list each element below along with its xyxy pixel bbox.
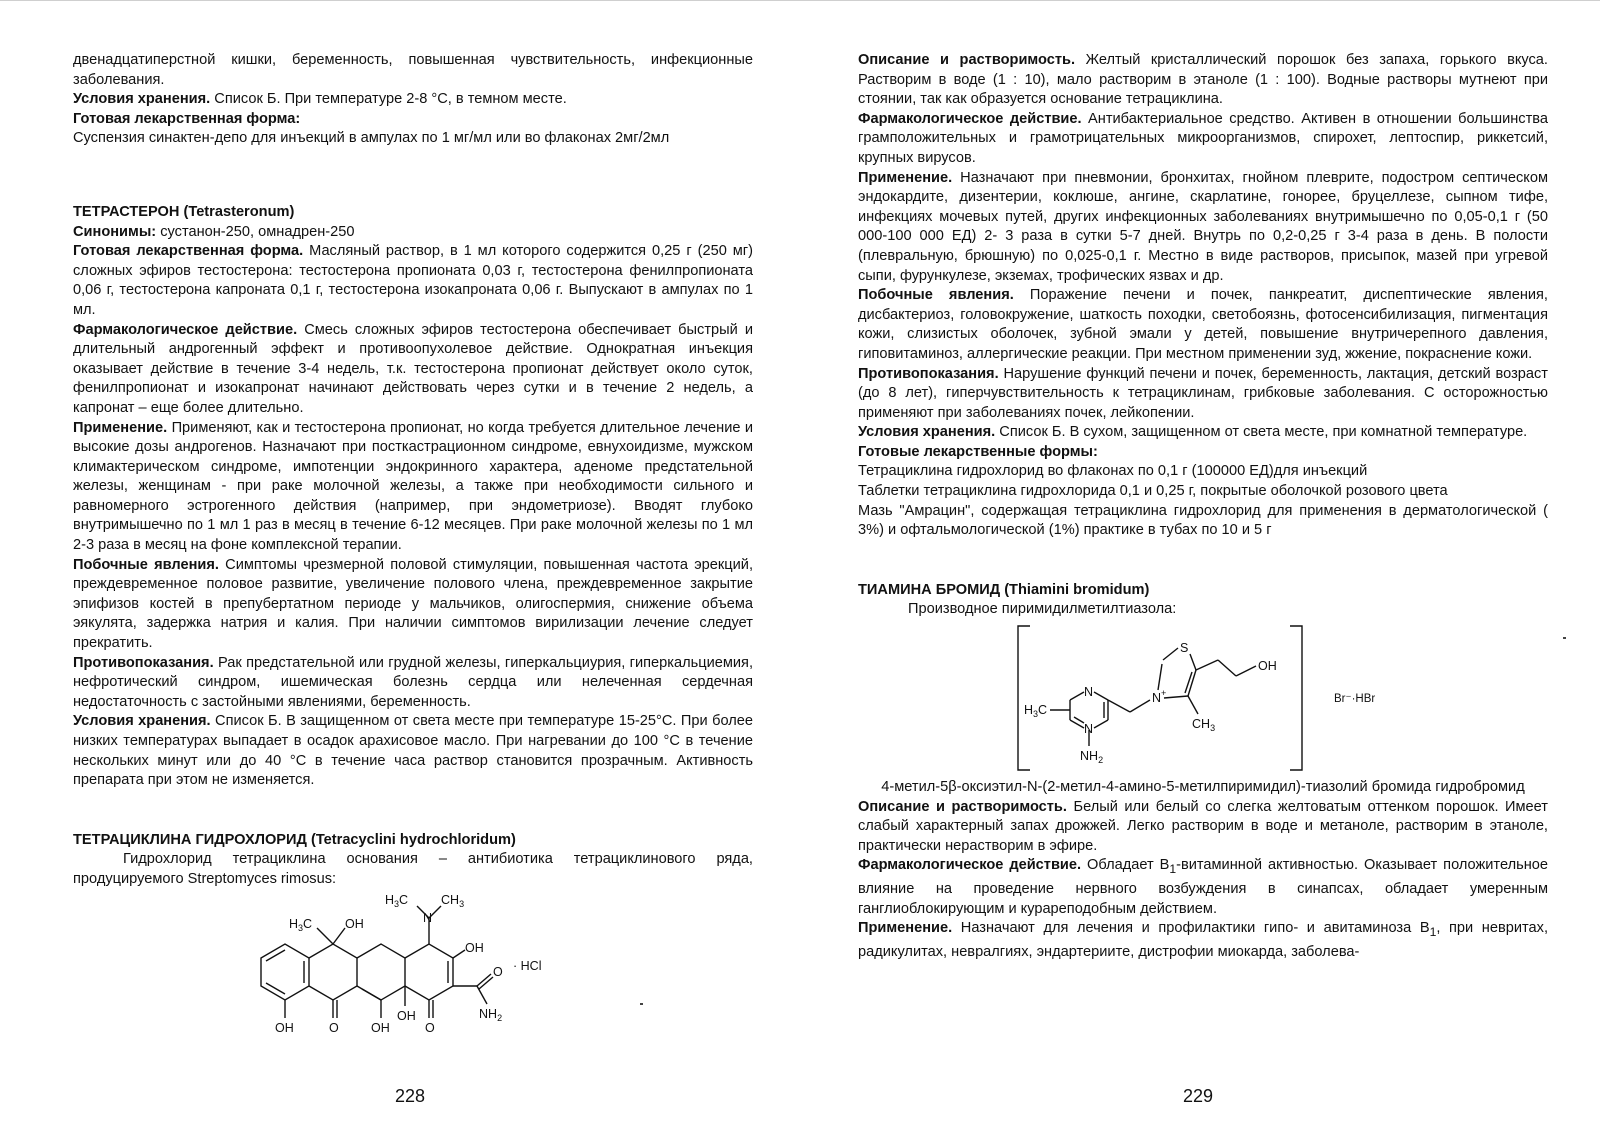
tetrasteron-storage: Условия хранения. Список Б. В защищенном от света месте при температуре 15-25°С. При более низких температурах выпадает в осадок арахисовое масло. При нагревании до 100 °С в течение нескольких минут или до 40 °С в течение часа раствор становится прозрачным. Активность препарата при этом не изменяется. — [73, 713, 753, 789]
spacer — [858, 541, 1548, 581]
thiamine-s: S — [1180, 641, 1189, 656]
tetracycline-title: ТЕТРАЦИКЛИНА ГИДРОХЛОРИД (Tetracyclini hydrochloridum) — [73, 831, 516, 848]
thiamine-pharm: Фармакологическое действие. Обладает $B_1$-витаминной активностью. Оказывает положительное влияние на проведение нервного возбуждения в синапсах, обладает умеренным ганглиоблокирующим и курареподобным действием. — [858, 857, 1548, 917]
right-page — [858, 51, 1548, 962]
thiamine-title: ТИАМИНА БРОМИД (Thiamini bromidum) — [858, 581, 1150, 598]
thiamine-n2: N — [1084, 722, 1094, 737]
spacer — [73, 791, 753, 831]
tetrasteron-synonyms: Синонимы: сустанон-250, омнадрен-250 — [73, 223, 355, 240]
tetracycline-pharm: Фармакологическое действие. Антибактериальное средство. Активен в отношении большинства грамположительных и грамотрицательных микроорганизмов, спирохет, лептоспир, риккетсий, крупных вирусов. — [858, 110, 1548, 166]
tetracycline-nh2: $NH_2$ — [479, 1006, 503, 1023]
tetrasteron-contra: Противопоказания. Рак предстательной или грудной железы, гиперкальциурия, гиперкальциемия, нефротический синдром, ишемическая болезнь сердца или нелеченная сердечная недостаточность с застойными явлениями, беременность. — [73, 654, 753, 710]
tetracycline-o-b2: O — [425, 1020, 435, 1035]
left-form-1-text: Суспензия синактен-депо для инъекций в ампулах по 1 мг/мл или во флаконах 2мг/2мл — [73, 130, 670, 147]
thiamine-structure — [858, 620, 1548, 778]
scan-speck — [640, 1003, 643, 1005]
thiamine-oh: OH — [1258, 659, 1277, 674]
tetracycline-o-right: O — [493, 964, 503, 979]
left-top-paragraph: двенадцатиперстной кишки, беременность, повышенная чувствительность, инфекционные заболевания. — [73, 52, 753, 88]
thiamine-n1: N — [1084, 685, 1094, 700]
thiamine-desc: Описание и растворимость. Белый или белый со слегка желтоватым оттенком порошок. Имеет слабый характерный запах дрожжей. Легко растворим в воде и метаноле, растворим в этаноле, практически нерастворим в эфире. — [858, 798, 1548, 854]
tetrasteron-form: Готовая лекарственная форма. Масляный раствор, в 1 мл которого содержится 0,25 г (250 мг) сложных эфиров тестостерона: тестостерона пропионата 0,03 г, тестостерона фенилпропионата 0,06 г, тестостерона капроната 0,1 г, тестостерона изокапроната 0,06 г. Выпускают в ампулах по 1 мл. — [73, 243, 753, 318]
tetracycline-hcl: · HCl — [513, 958, 542, 973]
thiamine-nh2: $NH_2$ — [1080, 749, 1104, 766]
tetrasteron-use: Применение. Применяют, как и тестостерона пропионат, но когда требуется длительное лечение и высокие дозы андрогенов. Назначают при посткастрационном синдроме, евнухоидизме, мужском климактерическом синдроме, импотенции эндокринного характера, аденоме предстательной железы, женщинам - при раке молочной железы, а также при необходимости сильного и равномерного эстрогенного действия (например, при эндометриозе). Вводят глубоко внутримышечно по 1 мл 1 раз в месяц в течение 6-12 месяцев. При раке молочной железы по 1 мл 2-3 раза в месяц на фоне комплексной терапии. — [73, 419, 753, 554]
thiamine-salt: Br⁻·HBr — [1334, 693, 1376, 706]
thiamine-h3c: $H_3C$ — [1024, 703, 1048, 720]
tetracycline-desc: Описание и растворимость. Желтый кристаллический порошок без запаха, горького вкуса. Растворим в воде (1 : 10), мало растворим в этаноле (1 : 100). Водные растворы мутнеют при стоянии, так как образуется основание тетрациклина. — [858, 52, 1548, 108]
tetracycline-o-b1: O — [329, 1020, 339, 1035]
tetracycline-oh-b2: OH — [371, 1020, 390, 1035]
tetracycline-use: Применение. Назначают при пневмонии, бронхитах, гнойном плеврите, подостром септическом эндокардите, дизентерии, коклюше, ангине, скарлатине, гонорее, бруцеллезе, сыпном тифе, инфекциях мочевых путей, других инфекционных заболеваниях внутримышечно по 0,05-0,1 г (50 000-100 000 ЕД) 2- 3 раза в сутки 5-7 дней. Внутрь по 0,2-0,25 г 3-4 раза в день. В полости (плевральную, брюшную) по 0,025-0,1 г. Местно в виде растворов, присыпок, мазей при угревой сыпи, фурункулезе, экземах, трофических язвах и др. — [858, 169, 1548, 284]
tetracycline-oh-right: OH — [465, 940, 484, 955]
thiamine-intro: Производное пиримидилметилтиазола: — [908, 601, 1177, 618]
tetracycline-ch3-n: $CH_3$ — [441, 892, 465, 909]
tetracycline-storage: Условия хранения. Список Б. В сухом, защищенном от света месте, при комнатной температуре. — [858, 424, 1528, 441]
tetracycline-oh-top: OH — [345, 916, 364, 931]
page-number-right: 229 — [1183, 1086, 1214, 1106]
tetracycline-oh-b1: OH — [275, 1020, 294, 1035]
tetracycline-oh-b3: OH — [397, 1008, 416, 1023]
tetrasteron-side-effects: Побочные явления. Симптомы чрезмерной половой стимуляции, повышенная частота эрекций, преждевременное половое развитие, увеличение полового члена, преждевременное закрытие эпифизов костей в препубертатном периоде у мальчиков, олигоспермия, снижение объема эякулята, задержка натрия и калия. При наличии симптомов вирилизации лечение следует прекратить. — [73, 556, 753, 652]
left-form-1-label: Готовая лекарственная форма: — [73, 110, 301, 127]
tetracycline-side-effects: Побочные явления. Поражение печени и почек, панкреатит, диспептические явления, дисбактериоз, головокружение, шаткость походки, светобоязнь, фотосенсибилизация, пигментация кожи, слизистых оболочек, зубной эмали у детей, повышение внутричерепного давления, гиповитаминоз, аллергические реакции. При местном применении зуд, жжение, покраснение кожи. — [858, 287, 1548, 362]
tetracycline-contra: Противопоказания. Нарушение функций печени и почек, беременность, лактация, детский возраст (до 8 лет), гиперчувствительность к тетрациклинам, грибковые заболевания. С осторожностью применяют при заболеваниях почек, лейкопении. — [858, 365, 1548, 421]
tetracycline-form-item: Таблетки тетрациклина гидрохлорида 0,1 и 0,25 г, покрытые оболочкой розового цвета — [858, 483, 1448, 500]
tetrasteron-title: ТЕТРАСТЕРОН (Tetrasteronum) — [73, 203, 295, 220]
tetracycline-form-item: Тетрациклина гидрохлорид во флаконах по 0,1 г (100000 ЕД)для инъекций — [858, 463, 1368, 480]
tetracycline-form-item: Мазь "Амрацин", содержащая тетрациклина гидрохлорид для применения в дерматологической ( 3%) и офтальмологической (1%) практике в тубах по 10 и 5 г — [858, 502, 1548, 539]
thiamine-chem-name: 4-метил-5β-оксиэтил-N-(2-метил-4-амино-5-метилпиримидил)-тиазолий бромида гидробромид — [881, 779, 1525, 796]
tetracycline-intro: Гидрохлорид тетрациклина основания – антибиотика тетрациклинового ряда, продуцируемого Streptomyces rimosus: — [73, 851, 753, 887]
left-storage-1: Условия хранения. Список Б. При температуре 2-8 °С, в темном месте. — [73, 91, 567, 108]
tetracycline-structure — [73, 890, 753, 1048]
thiamine-ch3: $CH_3$ — [1192, 717, 1216, 734]
thiamine-n-plus: N+ — [1152, 688, 1167, 706]
spacer — [73, 149, 753, 203]
tetrasteron-pharm: Фармакологическое действие. Смесь сложных эфиров тестостерона обеспечивает быстрый и длительный андрогенный эффект и противоопухолевое действие. Однократная инъекция оказывает действие в течение 3-4 недель, т.к. тестостерона пропионат действует около суток, фенилпропионат и изокапронат начинают действовать через сутки и в течение 2 недель, а капронат – еще более длительно. — [73, 321, 753, 416]
tetracycline-n: N — [423, 910, 433, 925]
thiamine-use: Применение. Назначают для лечения и профилактики гипо- и авитаминоза $B_1$, при невритах, радикулитах, невралгиях, эндартериите, дистрофии миокарда, заболева- — [858, 920, 1548, 960]
tetracycline-h3c: $H_3C$ — [289, 916, 313, 933]
page-number-left: 228 — [395, 1086, 426, 1106]
tetracycline-h3c-n: $H_3C$ — [385, 892, 409, 909]
left-page — [73, 51, 753, 1048]
scan-speck — [1563, 637, 1566, 639]
tetracycline-forms-label: Готовые лекарственные формы: — [858, 443, 1098, 460]
